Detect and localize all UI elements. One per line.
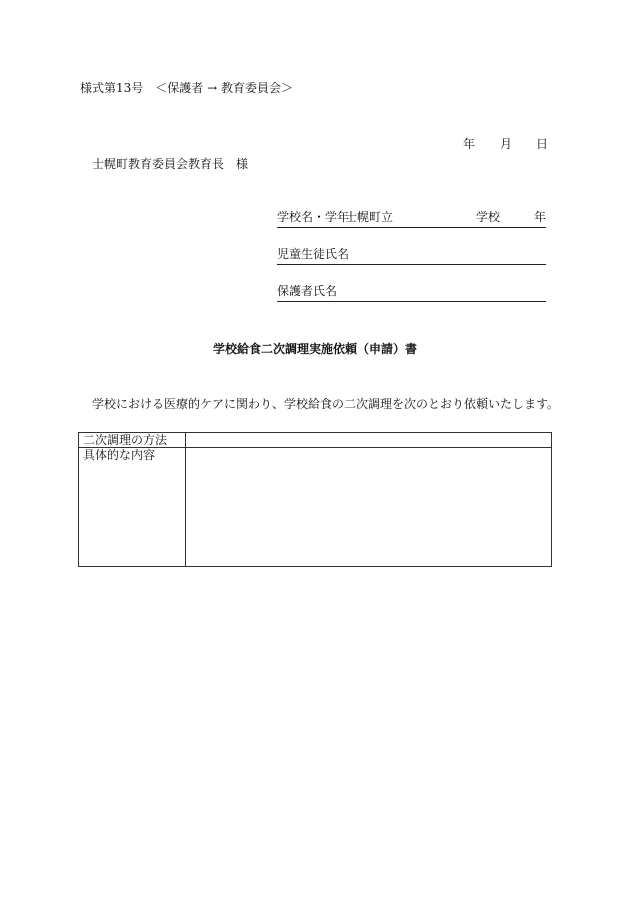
guardian-name-label: 保護者氏名	[277, 284, 338, 298]
table-row	[79, 433, 552, 448]
document-title: 学校給食二次調理実施依頼（申請）書	[212, 342, 417, 356]
guardian-name-field[interactable]	[277, 285, 546, 302]
date-day-label: 日	[536, 137, 549, 151]
child-name-field[interactable]	[277, 248, 546, 265]
date-month-label: 月	[500, 137, 513, 151]
grade-suffix-label: 年	[534, 210, 547, 224]
details-label: 具体的な内容	[79, 448, 186, 567]
school-town-label: 士幌町立	[345, 210, 394, 224]
form-number: 様式第13号 ＜保護者 → 教育委員会＞	[80, 81, 293, 95]
addressee: 士幌町教育委員会教育長 様	[92, 157, 249, 171]
cooking-details-table	[78, 432, 552, 567]
request-statement: 学校における医療的ケアに関わり、学校給食の二次調理を次のとおり依頼いたします。	[92, 397, 560, 411]
school-suffix-label: 学校	[476, 210, 501, 224]
method-value-cell[interactable]	[186, 433, 552, 448]
details-value-cell[interactable]	[186, 448, 552, 567]
method-label: 二次調理の方法	[79, 433, 186, 448]
school-grade-label: 学校名・学年	[277, 210, 350, 224]
date-year-label: 年	[463, 137, 476, 151]
school-grade-field[interactable]	[277, 211, 546, 228]
child-name-label: 児童生徒氏名	[277, 247, 350, 261]
table-row	[79, 448, 552, 567]
